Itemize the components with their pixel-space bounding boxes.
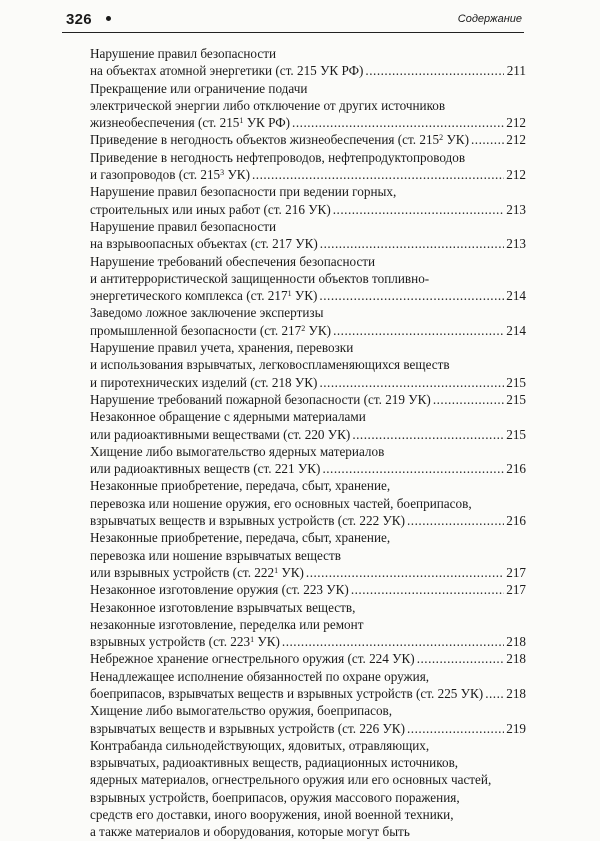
toc-entry-last-line <box>90 460 526 477</box>
toc-entry-last-line <box>90 564 526 581</box>
toc-entry-last-line <box>90 322 526 339</box>
toc-entry-text: Незаконные приобретение, передача, сбыт, хранение, <box>90 478 391 494</box>
leader-dots <box>282 633 504 650</box>
leader-dots <box>292 114 504 131</box>
toc-page-number: 215 <box>506 374 526 390</box>
toc-page-number: 214 <box>506 322 526 338</box>
toc-entry[interactable] <box>90 45 526 80</box>
leader-dots <box>351 581 504 598</box>
leader-dots <box>407 512 504 529</box>
toc-entry-last-line <box>90 114 526 131</box>
section-title: Содержание <box>457 13 522 25</box>
toc-entry-text: перевозка или ношение взрывчатых веществ <box>90 547 342 563</box>
toc-entry-text: Прекращение или ограничение подачи <box>90 80 308 96</box>
toc-entry-last-line <box>90 166 526 183</box>
leader-dots <box>306 564 504 581</box>
toc-entry-text: на взрывоопасных объектах (ст. 217 УК) <box>90 236 318 252</box>
toc-entry-text: на объектах атомной энергетики (ст. 215 УК РФ) <box>90 63 364 79</box>
toc-entry-last-line <box>90 287 526 304</box>
toc-entry-text: Нарушение требований пожарной безопасности (ст. 219 УК) <box>90 391 431 407</box>
toc-entry-last-line <box>90 201 526 218</box>
toc-entry[interactable] <box>90 218 526 253</box>
toc-entry-text: взрывчатых веществ и взрывных устройств (ст. 226 УК) <box>90 720 405 736</box>
toc-entry[interactable] <box>90 737 526 841</box>
leader-dots <box>319 374 504 391</box>
leader-dots <box>485 685 504 702</box>
toc-entry-text: незаконные изготовление, переделка или ремонт <box>90 616 364 632</box>
toc-entry-text: Приведение в негодность объектов жизнеобеспечения (ст. $215^2$ УК) <box>90 132 469 148</box>
toc-entry-text: и антитеррористической защищенности объектов топливно- <box>90 270 430 286</box>
toc-entry-text: Приведение в негодность нефтепроводов, нефтепродуктопроводов <box>90 149 466 165</box>
toc-entry[interactable] <box>90 477 526 529</box>
toc-entry-text: Незаконные приобретение, передача, сбыт, хранение, <box>90 530 391 546</box>
toc-entry[interactable] <box>90 391 526 408</box>
toc-entry-text: жизнеобеспечения (ст. $215^1$ УК РФ) <box>90 115 291 131</box>
toc-entry-text: Нарушение правил безопасности <box>90 46 277 61</box>
toc-page-number: 212 <box>506 167 526 183</box>
toc-entry-text: Незаконное обращение с ядерными материалами <box>90 409 366 425</box>
leader-dots <box>417 650 504 667</box>
toc-page-number: 212 <box>506 132 526 148</box>
toc-entry-text: Хищение либо вымогательство ядерных материалов <box>90 443 385 459</box>
toc-entry[interactable] <box>90 304 526 339</box>
leader-dots <box>333 322 504 339</box>
toc-entry-text: Контрабанда сильнодействующих, ядовитых, отравляющих, <box>90 737 430 753</box>
toc-page-number: 218 <box>506 685 526 701</box>
toc-page-number: 214 <box>506 288 526 304</box>
toc-entry[interactable] <box>90 183 526 218</box>
leader-dots <box>407 720 504 737</box>
toc-entry-text: Хищение либо вымогательство оружия, боеприпасов, <box>90 703 393 719</box>
toc-page-number: 215 <box>506 391 526 407</box>
toc-entry-text: взрывных устройств (ст. $223^1$ УК) <box>90 634 280 650</box>
header-bullet <box>106 16 111 21</box>
leader-dots <box>320 235 504 252</box>
toc-entry-last-line <box>90 512 526 529</box>
toc-entry-text: Небрежное хранение огнестрельного оружия (ст. 224 УК) <box>90 651 415 667</box>
toc-entry[interactable] <box>90 131 526 148</box>
toc-entry-text: взрывчатых веществ и взрывных устройств (ст. 222 УК) <box>90 513 405 529</box>
page-number: 326 <box>66 11 92 28</box>
toc-entry[interactable] <box>90 80 526 132</box>
leader-dots <box>333 201 504 218</box>
leader-dots <box>319 287 504 304</box>
leader-dots <box>365 62 504 79</box>
toc-entry-text: перевозка или ношение оружия, его основных частей, боеприпасов, <box>90 495 472 511</box>
toc-entry-last-line <box>90 720 526 737</box>
leader-dots <box>322 460 504 477</box>
toc-entry[interactable] <box>90 149 526 184</box>
toc-entry-text: и газопроводов (ст. $215^3$ УК) <box>90 167 250 183</box>
toc-entry-last-line <box>90 62 526 79</box>
toc-entry-text: Заведомо ложное заключение экспертизы <box>90 305 324 321</box>
toc-entry-text: промышленной безопасности (ст. $217^2$ УК) <box>90 322 332 338</box>
toc-entry-text: Незаконное изготовление оружия (ст. 223 УК) <box>90 582 349 598</box>
toc-entry-text: взрывных устройств, боеприпасов, оружия массового поражения, <box>90 789 460 805</box>
toc-entry[interactable] <box>90 668 526 703</box>
toc-entry-text: электрической энергии либо отключение от других источников <box>90 97 446 113</box>
toc-page-number: 215 <box>506 426 526 442</box>
toc-page-number: 216 <box>506 513 526 529</box>
toc-page-number: 219 <box>506 720 526 736</box>
toc-entry-text: Ненадлежащее исполнение обязанностей по охране оружия, <box>90 668 430 684</box>
toc-entry-text: Нарушение правил безопасности <box>90 218 277 234</box>
toc-page-number: 213 <box>506 201 526 217</box>
leader-dots <box>252 166 504 183</box>
toc-entry-text: или радиоактивными веществами (ст. 220 УК) <box>90 426 351 442</box>
toc-entry[interactable] <box>90 650 526 667</box>
toc-entry-last-line <box>90 426 526 443</box>
leader-dots <box>433 391 504 408</box>
toc-entry-text: ядерных материалов, огнестрельного оружия или его основных частей, <box>90 772 492 788</box>
toc-page-number: 216 <box>506 461 526 477</box>
table-of-contents <box>90 45 526 841</box>
toc-entry[interactable] <box>90 339 526 391</box>
toc-entry[interactable] <box>90 581 526 598</box>
toc-entry-text: и пиротехнических изделий (ст. 218 УК) <box>90 374 318 390</box>
toc-entry[interactable] <box>90 443 526 478</box>
toc-entry-last-line <box>90 581 526 598</box>
toc-entry-text: или взрывных устройств (ст. $222^1$ УК) <box>90 564 304 580</box>
toc-entry-last-line <box>90 235 526 252</box>
toc-entry[interactable] <box>90 702 526 737</box>
page-header <box>62 10 524 33</box>
leader-dots <box>471 131 504 148</box>
toc-entry-last-line <box>90 633 526 650</box>
toc-entry[interactable] <box>90 408 526 443</box>
toc-page-number: 218 <box>506 651 526 667</box>
toc-entry[interactable] <box>90 599 526 651</box>
toc-page-number: 218 <box>506 634 526 650</box>
toc-entry-text: а также материалов и оборудования, которые могут быть <box>90 824 410 840</box>
toc-entry-text: средств его доставки, иного вооружения, иной военной техники, <box>90 807 454 823</box>
toc-entry-last-line <box>90 650 526 667</box>
toc-entry-last-line <box>90 391 526 408</box>
toc-entry-text: боеприпасов, взрывчатых веществ и взрывных устройств (ст. 225 УК) <box>90 685 484 701</box>
toc-entry-text: или радиоактивных веществ (ст. 221 УК) <box>90 461 321 477</box>
toc-entry-text: и использования взрывчатых, легковоспламеняющихся веществ <box>90 357 450 373</box>
toc-entry-text: Нарушение требований обеспечения безопасности <box>90 253 376 269</box>
toc-entry-text: взрывчатых, радиоактивных веществ, радиационных источников, <box>90 755 459 771</box>
toc-page-number: 217 <box>506 564 526 580</box>
toc-entry-text: энергетического комплекса (ст. $217^1$ УК) <box>90 288 318 304</box>
toc-entry-last-line <box>90 374 526 391</box>
toc-entry[interactable] <box>90 253 526 305</box>
toc-entry-text: Незаконное изготовление взрывчатых веществ, <box>90 599 356 615</box>
toc-entry-last-line <box>90 131 526 148</box>
toc-page-number: 212 <box>506 115 526 131</box>
toc-entry-text: строительных или иных работ (ст. 216 УК) <box>90 201 331 217</box>
toc-page-number: 213 <box>506 236 526 252</box>
toc-page-number: 217 <box>506 582 526 598</box>
toc-entry[interactable] <box>90 529 526 581</box>
toc-entry-text: Нарушение правил учета, хранения, перевозки <box>90 340 354 356</box>
toc-entry-last-line <box>90 685 526 702</box>
toc-entry-text: Нарушение правил безопасности при ведении горных, <box>90 184 397 200</box>
leader-dots <box>352 426 504 443</box>
toc-page-number: 211 <box>506 63 526 79</box>
